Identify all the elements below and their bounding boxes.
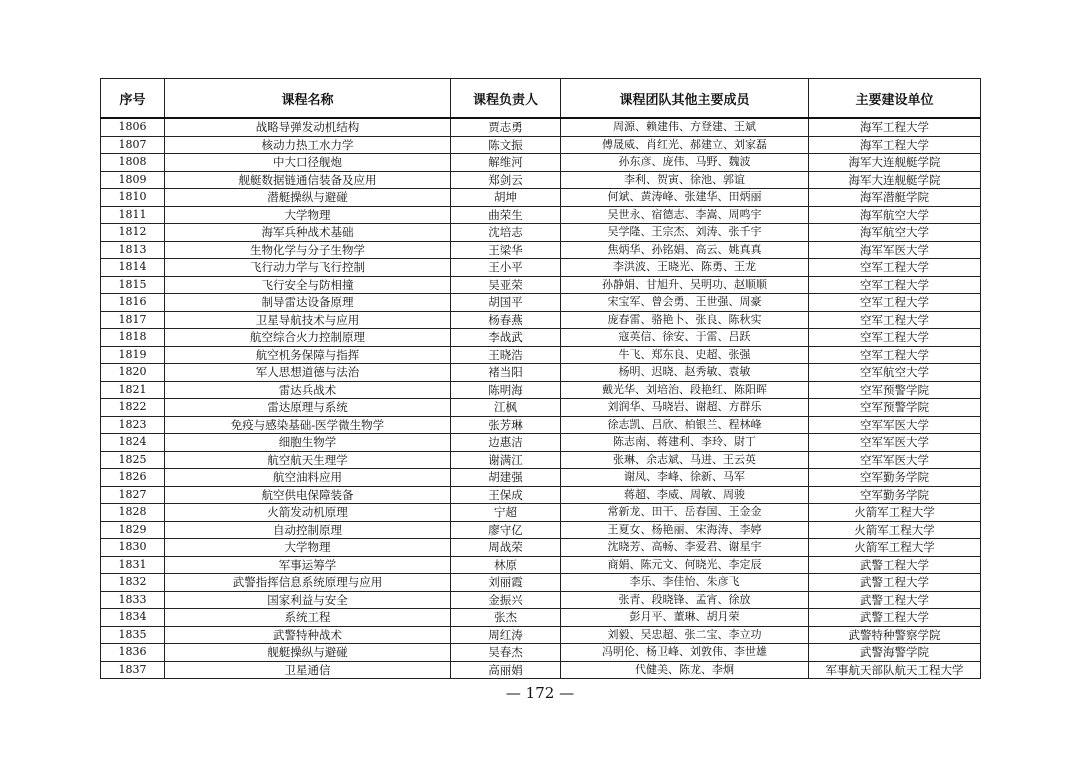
course-lead: 郑剑云: [451, 171, 561, 189]
unit: 空军军医大学: [809, 434, 981, 452]
team-members: 杨明、迟晓、赵秀敏、袁敏: [561, 364, 809, 382]
unit: 空军预警学院: [809, 381, 981, 399]
course-lead: 李战武: [451, 329, 561, 347]
course-name: 航空综合火力控制原理: [165, 329, 451, 347]
course-lead: 边惠洁: [451, 434, 561, 452]
course-name: 雷达原理与系统: [165, 399, 451, 417]
unit: 火箭军工程大学: [809, 539, 981, 557]
table-body: [101, 118, 981, 679]
team-members: 庞春雷、骆艳卜、张良、陈秋实: [561, 311, 809, 329]
course-table: [100, 78, 981, 679]
unit: 海军潜艇学院: [809, 189, 981, 207]
unit: 军事航天部队航天工程大学: [809, 661, 981, 679]
unit: 空军航空大学: [809, 364, 981, 382]
unit: 空军工程大学: [809, 346, 981, 364]
course-name: 生物化学与分子生物学: [165, 241, 451, 259]
course-name: 飞行动力学与飞行控制: [165, 259, 451, 277]
course-name: 武警指挥信息系统原理与应用: [165, 574, 451, 592]
row-index: 1817: [101, 311, 165, 329]
course-lead: 王晓浩: [451, 346, 561, 364]
unit: 空军工程大学: [809, 259, 981, 277]
row-index: 1824: [101, 434, 165, 452]
course-lead: 王小平: [451, 259, 561, 277]
table-row: [101, 626, 981, 644]
unit: 空军工程大学: [809, 294, 981, 312]
course-lead: 张杰: [451, 609, 561, 627]
team-members: 商娟、陈元文、何晓光、李定辰: [561, 556, 809, 574]
row-index: 1820: [101, 364, 165, 382]
row-index: 1828: [101, 504, 165, 522]
table-row: [101, 171, 981, 189]
unit: 武警工程大学: [809, 556, 981, 574]
course-lead: 贾志勇: [451, 118, 561, 136]
course-lead: 胡坤: [451, 189, 561, 207]
course-name: 航空油料应用: [165, 469, 451, 487]
team-members: 吴学隆、王宗杰、刘涛、张千宇: [561, 224, 809, 242]
row-index: 1809: [101, 171, 165, 189]
course-lead: 沈培志: [451, 224, 561, 242]
table-row: [101, 154, 981, 172]
unit: 武警工程大学: [809, 609, 981, 627]
course-lead: 王保成: [451, 486, 561, 504]
row-index: 1815: [101, 276, 165, 294]
row-index: 1819: [101, 346, 165, 364]
unit: 火箭军工程大学: [809, 521, 981, 539]
row-index: 1830: [101, 539, 165, 557]
table-row: [101, 486, 981, 504]
course-lead: 周红涛: [451, 626, 561, 644]
table-row: [101, 556, 981, 574]
unit: 空军军医大学: [809, 451, 981, 469]
row-index: 1832: [101, 574, 165, 592]
team-members: 寇英信、徐安、于雷、吕跃: [561, 329, 809, 347]
table-row: [101, 136, 981, 154]
table-row: [101, 329, 981, 347]
unit: 武警工程大学: [809, 574, 981, 592]
course-lead: 胡国平: [451, 294, 561, 312]
table-row: [101, 399, 981, 417]
team-members: 沈晓芳、高畅、李爱君、谢星宇: [561, 539, 809, 557]
table-row: [101, 294, 981, 312]
team-members: 陈志南、蒋建利、李玲、尉丁: [561, 434, 809, 452]
team-members: 谢凤、李峰、徐新、马军: [561, 469, 809, 487]
team-members: 李乐、李佳怡、朱彦飞: [561, 574, 809, 592]
course-lead: 陈文振: [451, 136, 561, 154]
unit: 武警工程大学: [809, 591, 981, 609]
table-header-row: [101, 79, 981, 119]
table-row: [101, 206, 981, 224]
table-row: [101, 609, 981, 627]
header-team-members: 课程团队其他主要成员: [561, 79, 809, 119]
course-name: 军人思想道德与法治: [165, 364, 451, 382]
course-lead: 吴春杰: [451, 644, 561, 662]
course-lead: 周战荣: [451, 539, 561, 557]
row-index: 1829: [101, 521, 165, 539]
team-members: 李洪波、王晓光、陈勇、王龙: [561, 259, 809, 277]
team-members: 代健美、陈龙、李炯: [561, 661, 809, 679]
course-name: 免疫与感染基础-医学微生物学: [165, 416, 451, 434]
unit: 武警特种警察学院: [809, 626, 981, 644]
team-members: 常新龙、田干、岳春国、王金金: [561, 504, 809, 522]
table-row: [101, 416, 981, 434]
row-index: 1822: [101, 399, 165, 417]
row-index: 1833: [101, 591, 165, 609]
row-index: 1826: [101, 469, 165, 487]
table-row: [101, 118, 981, 136]
unit: 武警海警学院: [809, 644, 981, 662]
unit: 海军航空大学: [809, 224, 981, 242]
course-lead: 吴亚荣: [451, 276, 561, 294]
row-index: 1836: [101, 644, 165, 662]
course-lead: 曲荣生: [451, 206, 561, 224]
row-index: 1816: [101, 294, 165, 312]
course-lead: 江枫: [451, 399, 561, 417]
course-name: 海军兵种战术基础: [165, 224, 451, 242]
team-members: 吴世永、宿德志、李嵩、周鸣宇: [561, 206, 809, 224]
row-index: 1812: [101, 224, 165, 242]
unit: 海军军医大学: [809, 241, 981, 259]
table-row: [101, 259, 981, 277]
row-index: 1811: [101, 206, 165, 224]
row-index: 1806: [101, 118, 165, 136]
team-members: 刘毅、吴忠超、张二宝、李立功: [561, 626, 809, 644]
team-members: 牛飞、郑东良、史超、张强: [561, 346, 809, 364]
unit: 火箭军工程大学: [809, 504, 981, 522]
row-index: 1835: [101, 626, 165, 644]
course-name: 航空机务保障与指挥: [165, 346, 451, 364]
course-lead: 金振兴: [451, 591, 561, 609]
course-name: 航空航天生理学: [165, 451, 451, 469]
team-members: 孙东彦、庞伟、马野、魏波: [561, 154, 809, 172]
table-row: [101, 346, 981, 364]
course-name: 战略导弹发动机结构: [165, 118, 451, 136]
unit: 空军勤务学院: [809, 469, 981, 487]
table-row: [101, 644, 981, 662]
course-name: 中大口径舰炮: [165, 154, 451, 172]
unit: 空军工程大学: [809, 276, 981, 294]
header-unit: 主要建设单位: [809, 79, 981, 119]
table-row: [101, 521, 981, 539]
unit: 海军工程大学: [809, 118, 981, 136]
row-index: 1825: [101, 451, 165, 469]
course-name: 系统工程: [165, 609, 451, 627]
table-row: [101, 189, 981, 207]
course-name: 飞行安全与防相撞: [165, 276, 451, 294]
table-row: [101, 574, 981, 592]
team-members: 何斌、黄涛峰、张建华、田炳丽: [561, 189, 809, 207]
table-row: [101, 469, 981, 487]
course-lead: 褚当阳: [451, 364, 561, 382]
team-members: 傅晟威、肖红光、郝建立、刘家磊: [561, 136, 809, 154]
row-index: 1823: [101, 416, 165, 434]
course-name: 舰艇数据链通信装备及应用: [165, 171, 451, 189]
course-name: 国家利益与安全: [165, 591, 451, 609]
team-members: 宋宝军、曾会勇、王世强、周豪: [561, 294, 809, 312]
team-members: 孙静娟、甘旭升、吴明功、赵顺顺: [561, 276, 809, 294]
row-index: 1827: [101, 486, 165, 504]
course-lead: 解维河: [451, 154, 561, 172]
team-members: 王夏女、杨艳丽、宋海涛、李婷: [561, 521, 809, 539]
page-number: — 172 —: [505, 684, 575, 702]
course-lead: 林原: [451, 556, 561, 574]
unit: 海军大连舰艇学院: [809, 154, 981, 172]
header-course-name: 课程名称: [165, 79, 451, 119]
unit: 空军预警学院: [809, 399, 981, 417]
row-index: 1834: [101, 609, 165, 627]
table-row: [101, 311, 981, 329]
row-index: 1810: [101, 189, 165, 207]
team-members: 刘润华、马晓岩、谢超、方群乐: [561, 399, 809, 417]
course-name: 大学物理: [165, 539, 451, 557]
team-members: 彭月平、董琳、胡月荣: [561, 609, 809, 627]
row-index: 1821: [101, 381, 165, 399]
team-members: 周源、赖建伟、方登建、王斌: [561, 118, 809, 136]
unit: 海军航空大学: [809, 206, 981, 224]
header-course-lead: 课程负责人: [451, 79, 561, 119]
course-name: 卫星通信: [165, 661, 451, 679]
course-name: 核动力热工水力学: [165, 136, 451, 154]
unit: 空军勤务学院: [809, 486, 981, 504]
course-name: 航空供电保障装备: [165, 486, 451, 504]
course-name: 潜艇操纵与避碰: [165, 189, 451, 207]
table-row: [101, 661, 981, 679]
table-row: [101, 364, 981, 382]
table-row: [101, 241, 981, 259]
table-row: [101, 381, 981, 399]
header-index: 序号: [101, 79, 165, 119]
course-lead: 陈明海: [451, 381, 561, 399]
unit: 空军工程大学: [809, 329, 981, 347]
table-row: [101, 451, 981, 469]
course-name: 细胞生物学: [165, 434, 451, 452]
course-lead: 王梁华: [451, 241, 561, 259]
course-lead: 杨春燕: [451, 311, 561, 329]
unit: 空军工程大学: [809, 311, 981, 329]
row-index: 1807: [101, 136, 165, 154]
team-members: 张青、段晓锋、孟宵、徐放: [561, 591, 809, 609]
course-name: 火箭发动机原理: [165, 504, 451, 522]
unit: 海军大连舰艇学院: [809, 171, 981, 189]
course-name: 军事运筹学: [165, 556, 451, 574]
team-members: 徐志凯、吕欣、柏银兰、程林峰: [561, 416, 809, 434]
course-name: 自动控制原理: [165, 521, 451, 539]
unit: 空军军医大学: [809, 416, 981, 434]
course-lead: 廖守亿: [451, 521, 561, 539]
team-members: 蒋超、李威、周敏、周骏: [561, 486, 809, 504]
course-name: 雷达兵战术: [165, 381, 451, 399]
row-index: 1818: [101, 329, 165, 347]
team-members: 焦炳华、孙铭娟、高云、姚真真: [561, 241, 809, 259]
table-row: [101, 591, 981, 609]
team-members: 张琳、余志斌、马进、王云英: [561, 451, 809, 469]
course-name: 制导雷达设备原理: [165, 294, 451, 312]
row-index: 1831: [101, 556, 165, 574]
team-members: 戴光华、刘培治、段艳红、陈阳晖: [561, 381, 809, 399]
course-name: 大学物理: [165, 206, 451, 224]
course-lead: 张芳琳: [451, 416, 561, 434]
table-row: [101, 539, 981, 557]
unit: 海军工程大学: [809, 136, 981, 154]
course-lead: 刘丽霞: [451, 574, 561, 592]
table-row: [101, 504, 981, 522]
row-index: 1814: [101, 259, 165, 277]
team-members: 冯明伦、杨卫峰、刘敦伟、李世雄: [561, 644, 809, 662]
course-lead: 胡建强: [451, 469, 561, 487]
course-lead: 谢满江: [451, 451, 561, 469]
course-name: 卫星导航技术与应用: [165, 311, 451, 329]
table-row: [101, 224, 981, 242]
course-lead: 宁超: [451, 504, 561, 522]
table-row: [101, 276, 981, 294]
row-index: 1808: [101, 154, 165, 172]
course-name: 舰艇操纵与避碰: [165, 644, 451, 662]
course-lead: 高丽娟: [451, 661, 561, 679]
row-index: 1837: [101, 661, 165, 679]
course-name: 武警特种战术: [165, 626, 451, 644]
table-row: [101, 434, 981, 452]
row-index: 1813: [101, 241, 165, 259]
team-members: 李利、贺寅、徐池、郭谊: [561, 171, 809, 189]
